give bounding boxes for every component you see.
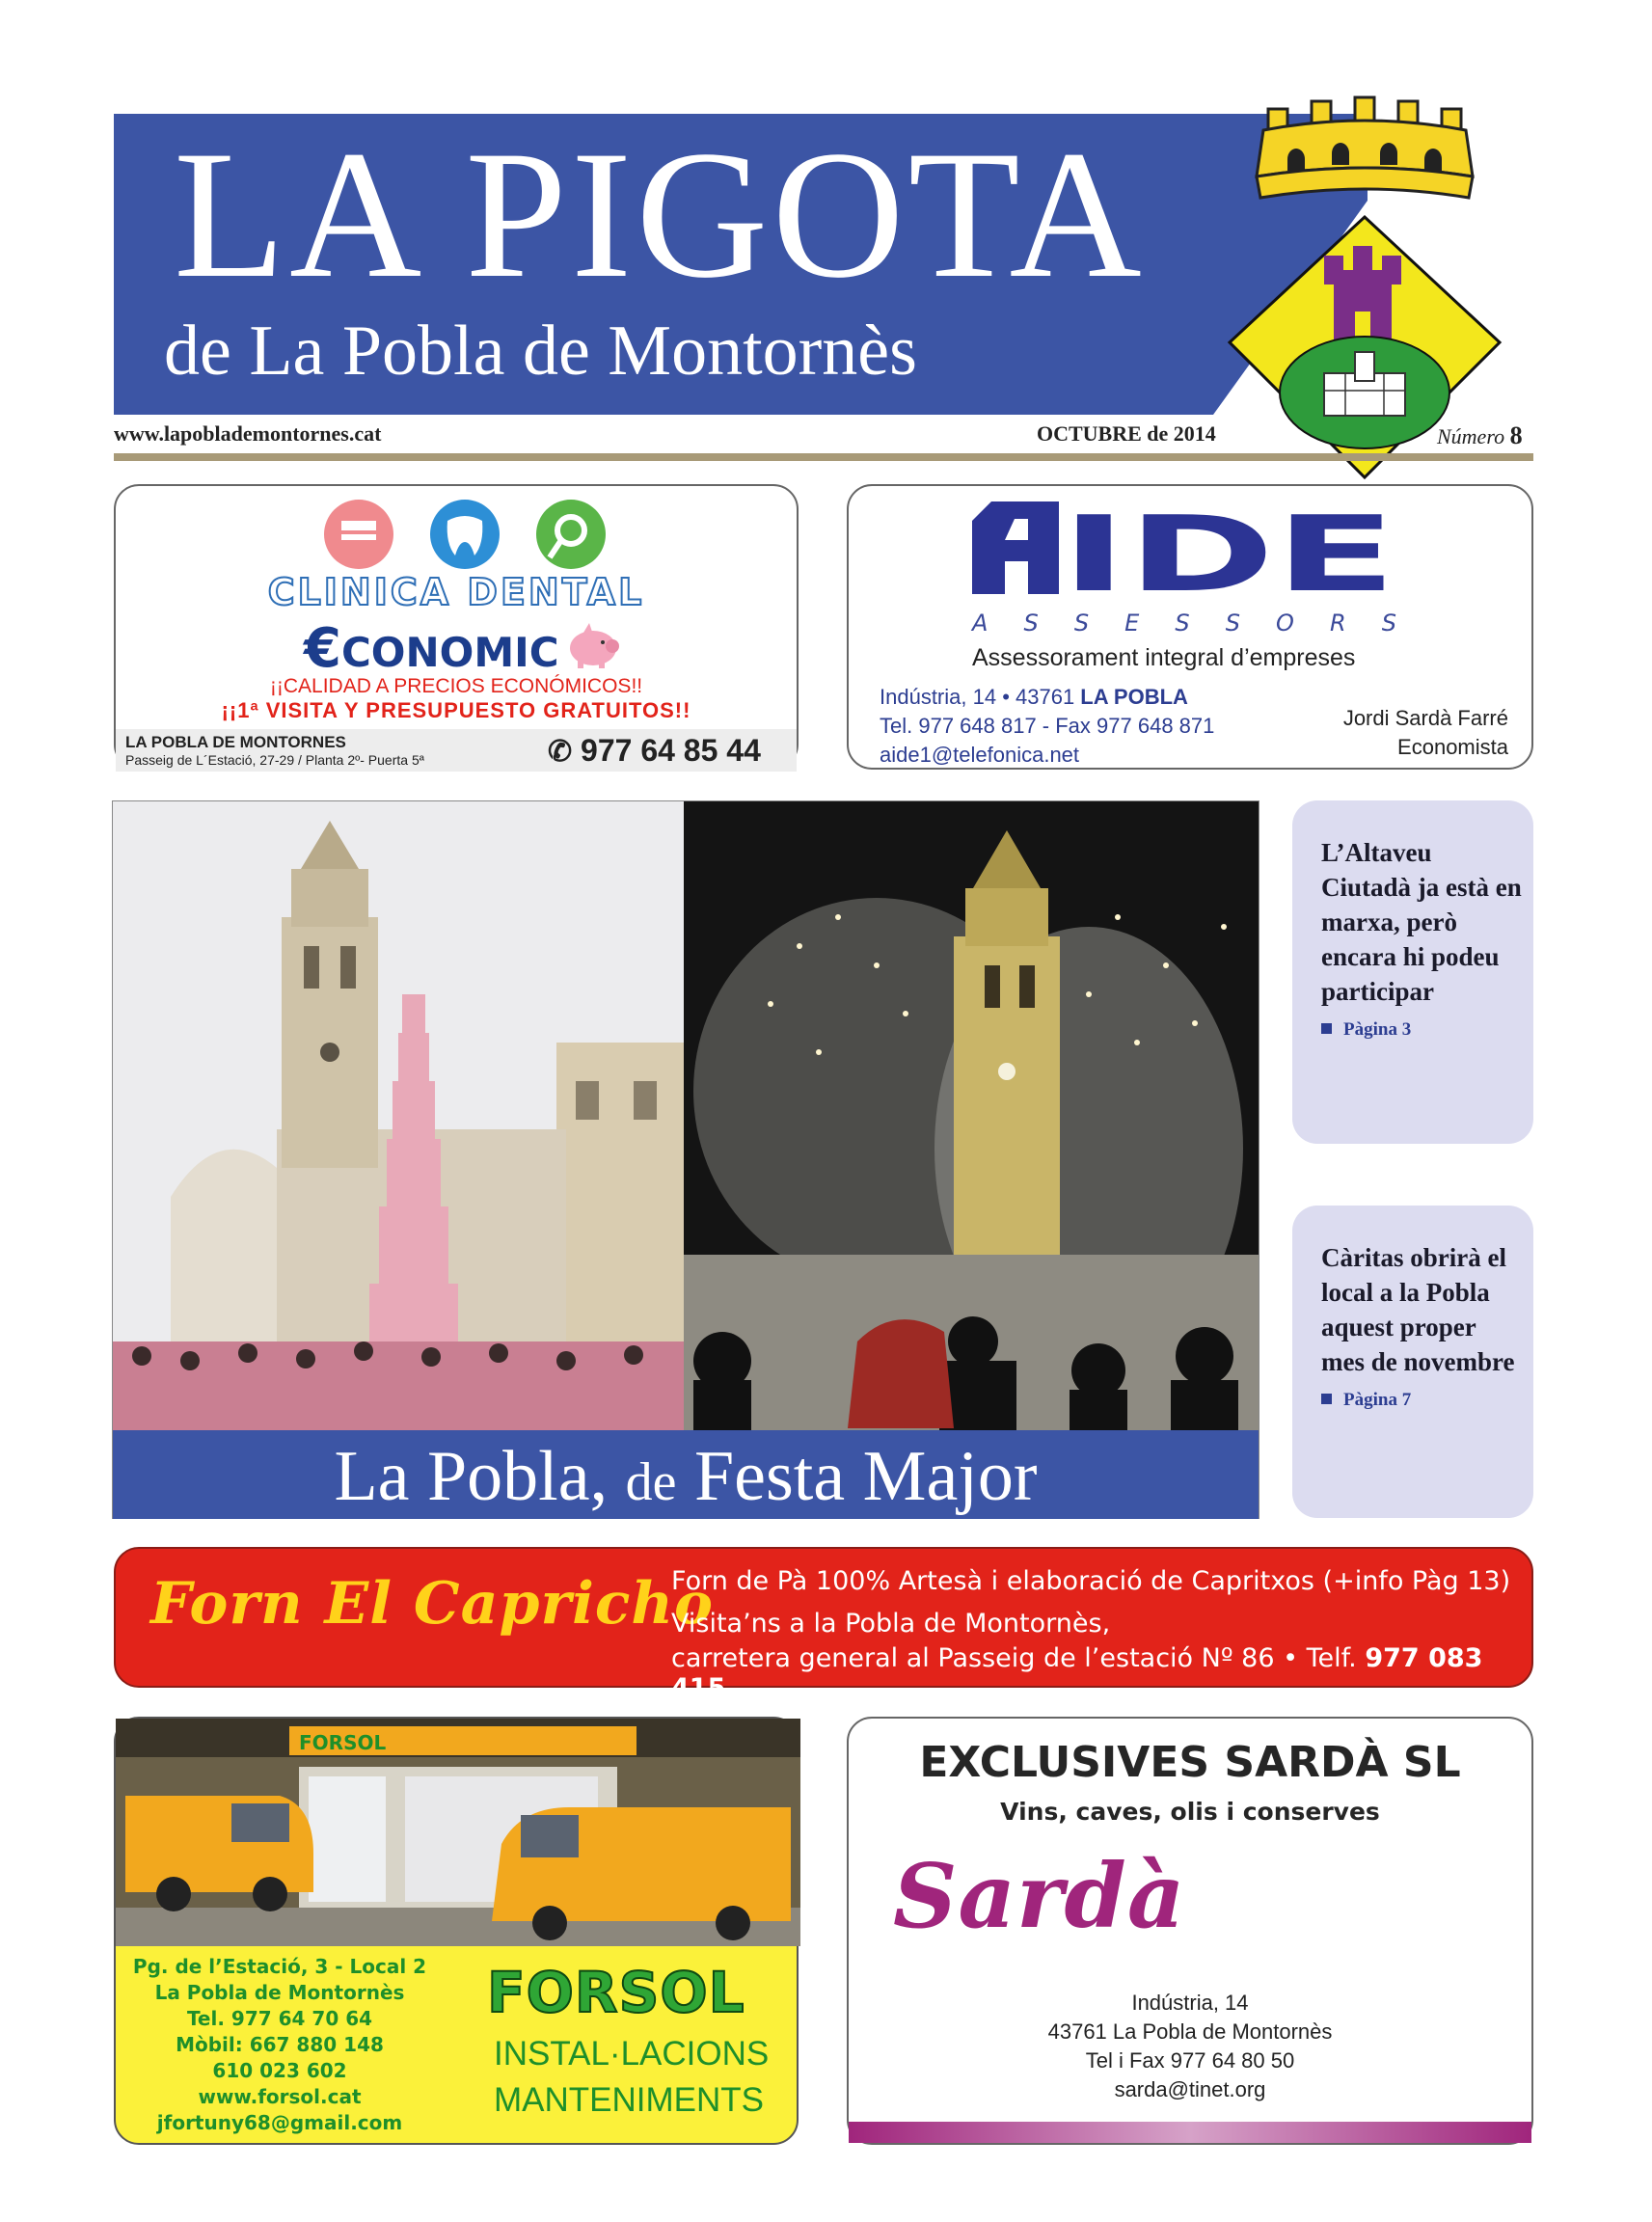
aide-contact-role: Economista [1397,735,1508,759]
aide-sub-letter: S [1023,610,1039,637]
sarda-street: Indústria, 14 [1131,1991,1249,2015]
newspaper-subtitle: de La Pobla de Montornès [164,312,917,391]
aide-sub-letter: R [1329,610,1346,637]
aide-sub-letter: E [1124,610,1140,637]
teaser-page-ref[interactable]: Pàgina 7 [1321,1383,1524,1418]
piggy-bank-icon [564,619,620,669]
aide-tagline: Assessorament integral d’empreses [972,644,1356,671]
issue-label: Número [1437,424,1505,448]
sarda-logo: Sardà [893,1844,1186,1948]
ad-exclusives-sarda [847,1717,1533,2145]
correfoc-fireworks-photo [684,801,1259,1430]
ad-clinica-dental [114,484,799,770]
dental-slogan: ¡¡CALIDAD A PRECIOS ECONÓMICOS!! [269,675,643,697]
forsol-logo: FORSOL [487,1960,745,2025]
forn-phone: 977 083 415 [671,1643,1483,1703]
dental-brand-rest: CONOMIC [340,629,559,676]
aide-address [880,685,1188,710]
castellers-photo [113,801,684,1430]
aide-sub-letter: S [1225,610,1240,637]
teaser-caritas[interactable] [1292,1206,1533,1518]
teaser-page-ref[interactable]: Pàgina 3 [1321,1013,1524,1047]
feature-photo-block [112,800,1259,1519]
issue-date: OCTUBRE de 2014 [1037,421,1216,446]
teaser-headline: L’Altaveu Ciutadà ja està en marxa, però encara hi podeu participar [1321,838,1522,1006]
forsol-phone: Tel. 977 64 70 64 [186,2007,373,2030]
forsol-mobile: Mòbil: 667 880 148 [176,2033,384,2056]
dental-offer: ¡¡1ª VISITA Y PRESUPUESTO GRATUITOS!! [221,698,691,722]
dental-title: CLINICA DENTAL [267,571,645,613]
aide-contact-name: Jordi Sardà Farré [1342,706,1508,730]
dental-town: LA POBLA DE MONTORNES [125,733,346,751]
dental-brand-euro: € [304,617,341,680]
aide-email[interactable]: aide1@telefonica.net [880,743,1080,767]
forsol-contact [125,1954,434,2136]
forn-name: Forn El Capricho [150,1570,715,1638]
main-headline [113,1436,1259,1518]
headline-part-c: Festa Major [693,1437,1038,1516]
aide-sub-letter: S [1381,610,1396,637]
teaser-altaveu[interactable] [1292,800,1533,1144]
headline-part-a: La Pobla, [334,1437,609,1516]
forsol-shop-photo [116,1719,800,1946]
sarda-title: EXCLUSIVES SARDÀ SL [919,1738,1461,1787]
forn-visit: Visita’ns a la Pobla de Montornès, [671,1609,1111,1639]
teaser-text [1321,1240,1524,1418]
forsol-website[interactable]: www.forsol.cat [198,2085,362,2108]
headline-bar [113,1430,1259,1519]
sarda-phone: Tel i Fax 977 64 80 50 [1085,2048,1295,2073]
website-url[interactable]: www.lapoblademontornes.cat [114,421,382,446]
aide-street: Indústria, 14 • 43761 [880,685,1081,709]
sarda-town: 43761 La Pobla de Montornès [1047,2019,1333,2044]
sarda-email[interactable]: sarda@tinet.org [1114,2077,1266,2101]
forn-description: Forn de Pà 100% Artesà i elaboració de Capritxos (+info Pàg 13) [671,1566,1511,1596]
issue-number-label [1437,421,1523,450]
aide-logo [972,495,1396,615]
dental-contact-band [116,729,797,772]
aide-town: LA POBLA [1080,685,1188,709]
forsol-address: Pg. de l’Estació, 3 - Local 2 [132,1955,427,1978]
sarda-subtitle: Vins, caves, olis i conserves [1000,1798,1380,1826]
header-divider [114,453,1533,461]
forsol-email[interactable]: jfortuny68@gmail.com [156,2111,403,2134]
aide-sub-letter: S [1175,610,1190,637]
phone-icon: ✆ [548,736,573,768]
dental-phone-number: 977 64 85 44 [581,733,761,768]
aide-phones: Tel. 977 648 817 - Fax 977 648 871 [880,714,1215,738]
issue-number: 8 [1509,421,1523,449]
ad-aide-assessors [847,484,1533,770]
forn-address-text: carretera general al Passeig de l’estació Nº 86 • Telf. [671,1643,1366,1673]
aide-sub-letter: S [1073,610,1090,637]
aide-sub-letter: O [1276,610,1294,637]
ad-forsol [114,1717,799,2145]
headline-part-b: de [625,1452,677,1512]
svg-text:IDE: IDE [1061,495,1396,615]
dental-icons-icon [320,496,609,573]
ad-forn-el-capricho [114,1547,1533,1703]
aide-subtitle [972,610,1396,637]
forsol-mobile-2: 610 023 602 [212,2059,347,2082]
forsol-town: La Pobla de Montornès [154,1981,405,2004]
aide-sub-letter: A [972,610,988,637]
forsol-service-1: INSTAL·LACIONS [494,2035,770,2073]
forsol-sign: FORSOL [299,1731,387,1754]
sarda-decorative-strip [849,2122,1531,2143]
forsol-service-2: MANTENIMENTS [494,2081,764,2119]
dental-brand [304,617,559,680]
teaser-text [1321,835,1524,1047]
dental-phone [548,733,761,769]
teaser-headline: Càritas obrirà el local a la Pobla aquest proper mes de novembre [1321,1243,1515,1376]
forn-address [671,1643,1531,1703]
newspaper-title: LA PIGOTA [174,114,1146,316]
dental-address: Passeig de L´Estació, 27-29 / Planta 2º- Puerta 5ª [125,752,424,768]
